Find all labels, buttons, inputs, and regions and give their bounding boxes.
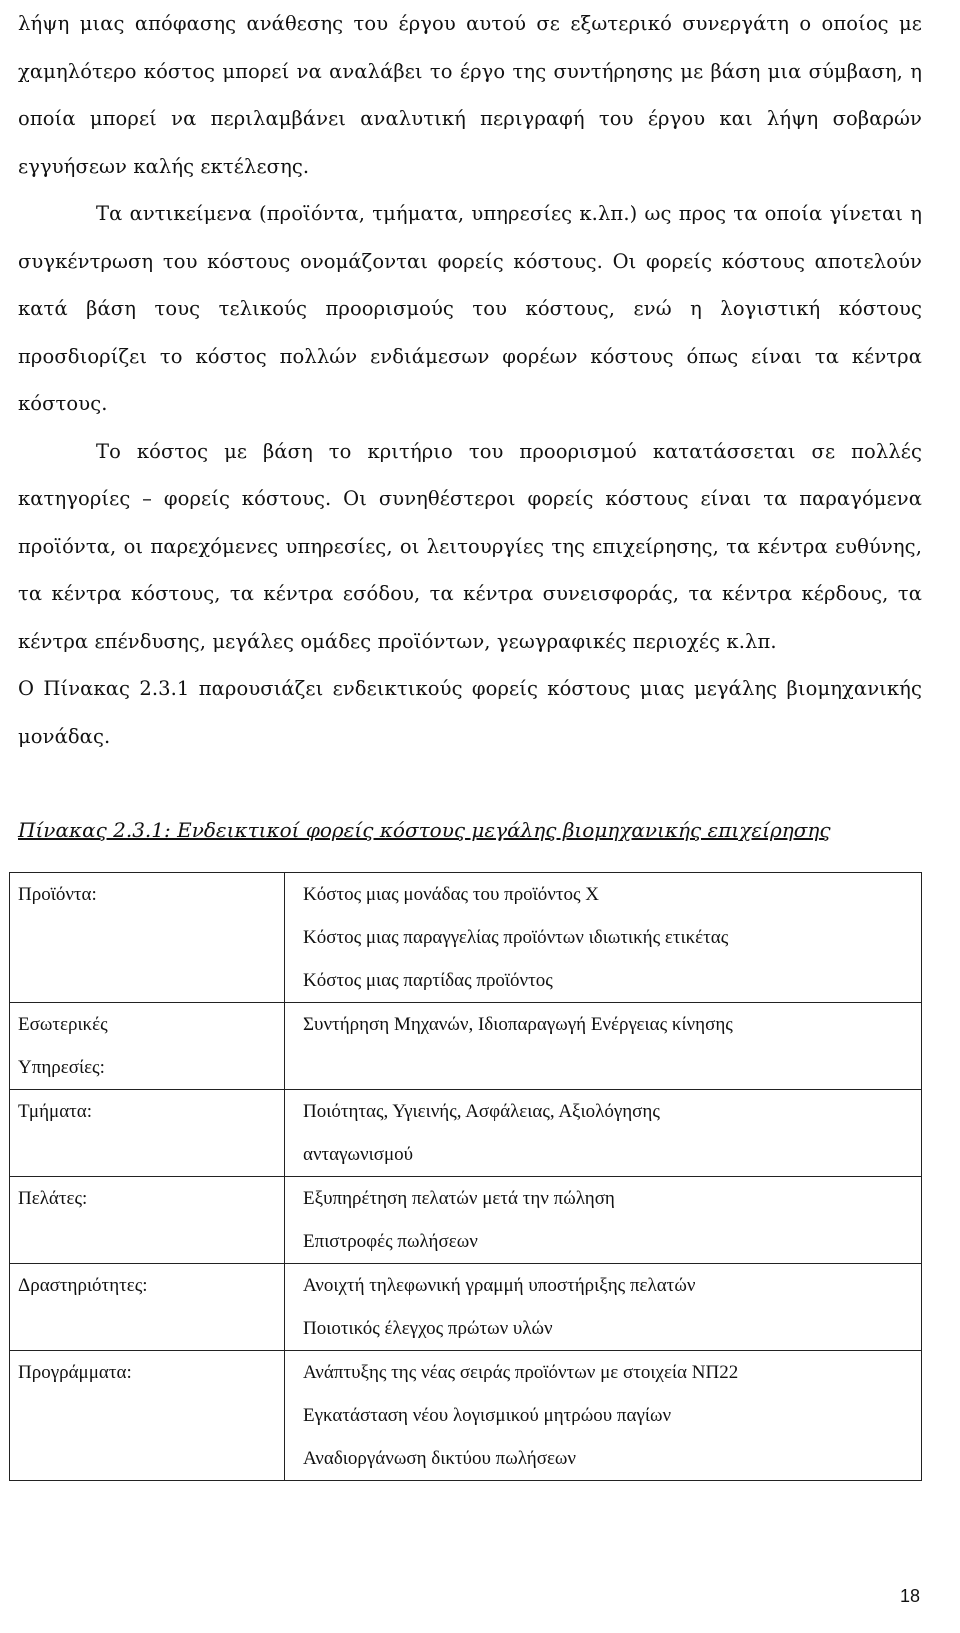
item-text: Εγκατάσταση νέου λογισμικού μητρώου παγίων xyxy=(303,1405,672,1426)
item-text: Εξυπηρέτηση πελατών μετά την πώληση xyxy=(303,1188,615,1209)
item-text: Ανοιχτή τηλεφωνική γραμμή υποστήριξης πελατών xyxy=(303,1275,696,1296)
paragraph: Το κόστος με βάση το κριτήριο του προορισμού κατατάσσεται σε πολλές κατηγορίες – φορείς κόστους. Οι συνηθέστεροι φορείς κόστους είναι τα παραγόμενα προϊόντα, οι παρεχόμενες υπηρεσίες, οι λειτουργίες της επιχείρησης, τα κέντρα ευθύνης, τα κέντρα κόστους, τα κέντρα εσόδου, τα κέντρα συνεισφοράς, τα κέντρα κέρδους, τα κέντρα επένδυσης, μεγάλες ομάδες προϊόντων, γεωγραφικές περιοχές κ.λπ. xyxy=(18,439,922,653)
item-text: Κόστος μιας μονάδας του προϊόντος Χ xyxy=(303,884,600,905)
category-label: Τμήματα: xyxy=(18,1101,93,1122)
items-cell xyxy=(285,1177,922,1264)
table-row xyxy=(10,1264,922,1351)
item-text: Ποιότητας, Υγιεινής, Ασφάλειας, Αξιολόγησης xyxy=(303,1101,660,1122)
items-cell xyxy=(285,873,922,1003)
category-label: Πελάτες: xyxy=(18,1188,88,1209)
category-cell xyxy=(10,1351,285,1481)
paragraph: Ο Πίνακας 2.3.1 παρουσιάζει ενδεικτικούς φορείς κόστους μιας μεγάλης βιομηχανικής μονάδας. xyxy=(18,677,922,748)
category-label: Δραστηριότητες: xyxy=(18,1275,148,1296)
item-text: Αναδιοργάνωση δικτύου πωλήσεων xyxy=(303,1448,577,1469)
items-cell xyxy=(285,1090,922,1177)
category-cell xyxy=(10,873,285,1003)
item-text: ανταγωνισμού xyxy=(303,1144,414,1165)
item-text: Συντήρηση Μηχανών, Ιδιοπαραγωγή Ενέργειας κίνησης xyxy=(303,1014,733,1035)
table-row xyxy=(10,1003,922,1090)
items-cell xyxy=(285,1003,922,1090)
category-label: Υπηρεσίες: xyxy=(18,1057,105,1078)
table-row xyxy=(10,1090,922,1177)
items-cell xyxy=(285,1264,922,1351)
body-text xyxy=(18,0,922,760)
table-row xyxy=(10,1177,922,1264)
item-text: Κόστος μιας παραγγελίας προϊόντων ιδιωτικής ετικέτας xyxy=(303,927,729,948)
items-cell xyxy=(285,1351,922,1481)
item-text: Επιστροφές πωλήσεων xyxy=(303,1231,478,1252)
table-row xyxy=(10,1351,922,1481)
category-label: Προϊόντα: xyxy=(18,884,97,905)
table-row xyxy=(10,873,922,1003)
category-label: Προγράμματα: xyxy=(18,1362,132,1383)
item-text: Ποιοτικός έλεγχος πρώτων υλών xyxy=(303,1318,553,1339)
category-cell xyxy=(10,1264,285,1351)
category-cell xyxy=(10,1090,285,1177)
item-text: Κόστος μιας παρτίδας προϊόντος xyxy=(303,970,553,991)
category-cell xyxy=(10,1003,285,1090)
paragraph: λήψη μιας απόφασης ανάθεσης του έργου αυτού σε εξωτερικό συνεργάτη ο οποίος με χαμηλότερο κόστος μπορεί να αναλάβει το έργο της συντήρησης με βάση μια σύμβαση, η οποία μπορεί να περιλαμβάνει αναλυτική περιγραφή του έργου και λήψη σοβαρών εγγυήσεων καλής εκτέλεσης. xyxy=(18,12,922,178)
cost-carriers-table xyxy=(9,872,922,1481)
category-label: Εσωτερικές xyxy=(18,1014,108,1035)
page-number: 18 xyxy=(899,1586,920,1606)
item-text: Ανάπτυξης της νέας σειράς προϊόντων με στοιχεία ΝΠ22 xyxy=(303,1362,739,1383)
category-cell xyxy=(10,1177,285,1264)
table-caption: Πίνακας 2.3.1: Ενδεικτικοί φορείς κόστους μεγάλης βιομηχανικής επιχείρησης xyxy=(18,818,831,842)
paragraph: Τα αντικείμενα (προϊόντα, τμήματα, υπηρεσίες κ.λπ.) ως προς τα οποία γίνεται η συγκέντρωση του κόστους ονομάζονται φορείς κόστους. Οι φορείς κόστους αποτελούν κατά βάση τους τελικούς προορισμούς του κόστους, ενώ η λογιστική κόστους προσδιορίζει το κόστος πολλών ενδιάμεσων φορέων κόστους όπως είναι τα κέντρα κόστους. xyxy=(18,202,922,415)
